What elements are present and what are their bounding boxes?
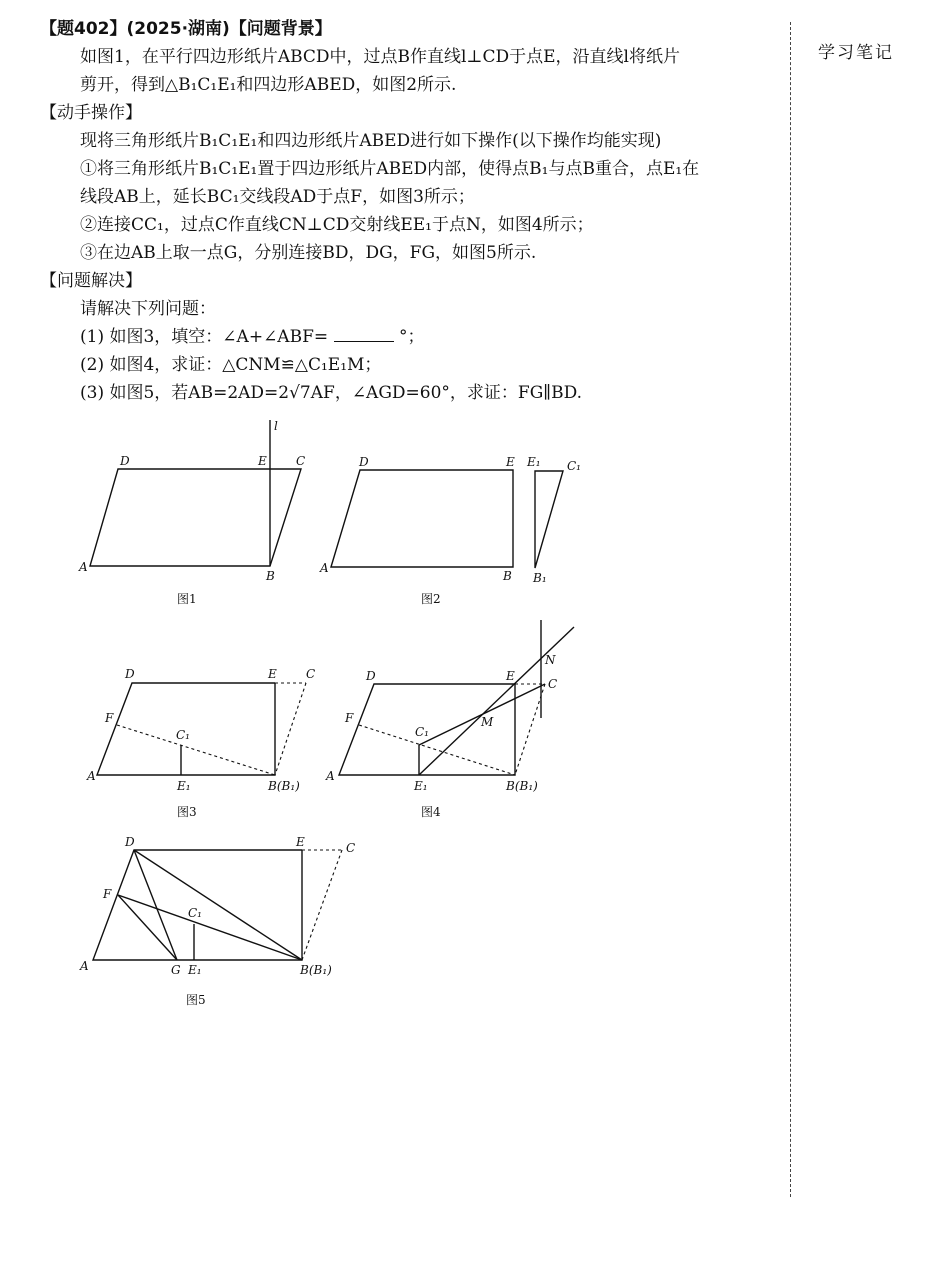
fig3-label-F: F — [105, 711, 114, 725]
question-3: (3) 如图5，若AB=2AD=2√7AF，∠AGD=60°，求证：FG∥BD. — [80, 383, 583, 403]
operation-title: 【动手操作】 — [40, 103, 142, 123]
fig5-label-G: G — [171, 963, 181, 977]
operation-intro: 现将三角形纸片B₁C₁E₁和四边形纸片ABED进行如下操作(以下操作均能实现) — [80, 131, 662, 151]
fig1-label-E: E — [258, 454, 267, 468]
fig4-label-F: F — [345, 711, 354, 725]
fig5-label-F: F — [103, 887, 112, 901]
fig2-label-B: B — [503, 569, 512, 583]
fig5-label-D: D — [125, 835, 135, 849]
fig4-caption: 图4 — [421, 805, 441, 819]
fig5-label-E1: E₁ — [188, 963, 202, 977]
study-notes-label: 学习笔记 — [818, 43, 894, 63]
fig3-label-A: A — [87, 769, 96, 783]
fig1-label-A: A — [79, 560, 88, 574]
fig4-label-C: C — [548, 677, 558, 691]
fig4-dash-CB — [515, 684, 545, 775]
fig2-quadrilateral — [331, 470, 513, 567]
fig5-label-A: A — [80, 959, 89, 973]
fig3-dash-CB — [275, 683, 306, 775]
fig5-segment-DB — [134, 850, 302, 960]
fig2-label-E: E — [506, 455, 515, 469]
fig5-caption: 图5 — [186, 993, 206, 1007]
fig4-dash-FB — [359, 725, 515, 775]
fig2-label-C1: C₁ — [567, 459, 581, 473]
fig4-label-D: D — [366, 669, 376, 683]
fig1-label-C: C — [296, 454, 306, 468]
fig3-caption: 图3 — [177, 805, 197, 819]
operation-step-1a: ①将三角形纸片B₁C₁E₁置于四边形纸片ABED内部，使得点B₁与点B重合，点E₁在 — [80, 159, 700, 179]
fig5-label-C: C — [346, 841, 356, 855]
fig1-caption: 图1 — [177, 592, 197, 606]
fig1-label-l: l — [274, 419, 278, 433]
background-line-2: 剪开，得到△B₁C₁E₁和四边形ABED，如图2所示. — [80, 75, 457, 95]
fig4-label-C1: C₁ — [415, 725, 429, 739]
question-2: (2) 如图4，求证：△CNM≌△C₁E₁M； — [80, 355, 382, 375]
fig4-label-M: M — [481, 715, 494, 729]
question-1-text: (1) 如图3，填空：∠A+∠ABF= — [80, 327, 329, 347]
fig3-label-C1: C₁ — [176, 728, 190, 742]
fig5-label-E: E — [296, 835, 305, 849]
fig2-label-D: D — [359, 455, 369, 469]
fig5-segment-FB — [118, 895, 302, 960]
fig4-label-BB1: B(B₁) — [506, 779, 538, 793]
fig3-label-D: D — [125, 667, 135, 681]
fig3-label-E: E — [268, 667, 277, 681]
fig3-label-C: C — [306, 667, 316, 681]
fig4-label-A: A — [326, 769, 335, 783]
fig4-label-E1: E₁ — [414, 779, 428, 793]
operation-step-3: ③在边AB上取一点G，分别连接BD，DG，FG，如图5所示. — [80, 243, 537, 263]
fig1-label-D: D — [120, 454, 130, 468]
fig3-label-E1: E₁ — [177, 779, 191, 793]
fig5-label-C1: C₁ — [188, 906, 202, 920]
problem-header: 【题402】(2025·湖南)【问题背景】 — [40, 19, 332, 39]
fig2-caption: 图2 — [421, 592, 441, 606]
fig5-dash-CB — [302, 850, 342, 960]
fig2-label-B1: B₁ — [533, 571, 547, 585]
fig2-triangle — [535, 471, 563, 568]
fig4-line-EE1 — [419, 627, 574, 775]
fig5-segment-DG — [134, 850, 177, 960]
background-line-1: 如图1，在平行四边形纸片ABCD中，过点B作直线l⊥CD于点E，沿直线l将纸片 — [80, 47, 680, 67]
operation-step-2: ②连接CC₁，过点C作直线CN⊥CD交射线EE₁于点N，如图4所示； — [80, 215, 594, 235]
fig2-label-E1: E₁ — [527, 455, 541, 469]
question-1-unit: °； — [398, 327, 425, 347]
fig5-quadrilateral — [93, 850, 302, 960]
fig3-dash-FB — [117, 725, 275, 775]
solve-intro: 请解决下列问题： — [80, 299, 216, 319]
fig5-label-BB1: B(B₁) — [300, 963, 332, 977]
fig4-label-N: N — [545, 653, 556, 667]
fig1-label-B: B — [266, 569, 275, 583]
fig3-label-BB1: B(B₁) — [268, 779, 300, 793]
fig4-label-E: E — [506, 669, 515, 683]
operation-step-1b: 线段AB上，延长BC₁交线段AD于点F，如图3所示； — [80, 187, 475, 207]
solve-title: 【问题解决】 — [40, 271, 142, 291]
fig2-label-A: A — [320, 561, 329, 575]
